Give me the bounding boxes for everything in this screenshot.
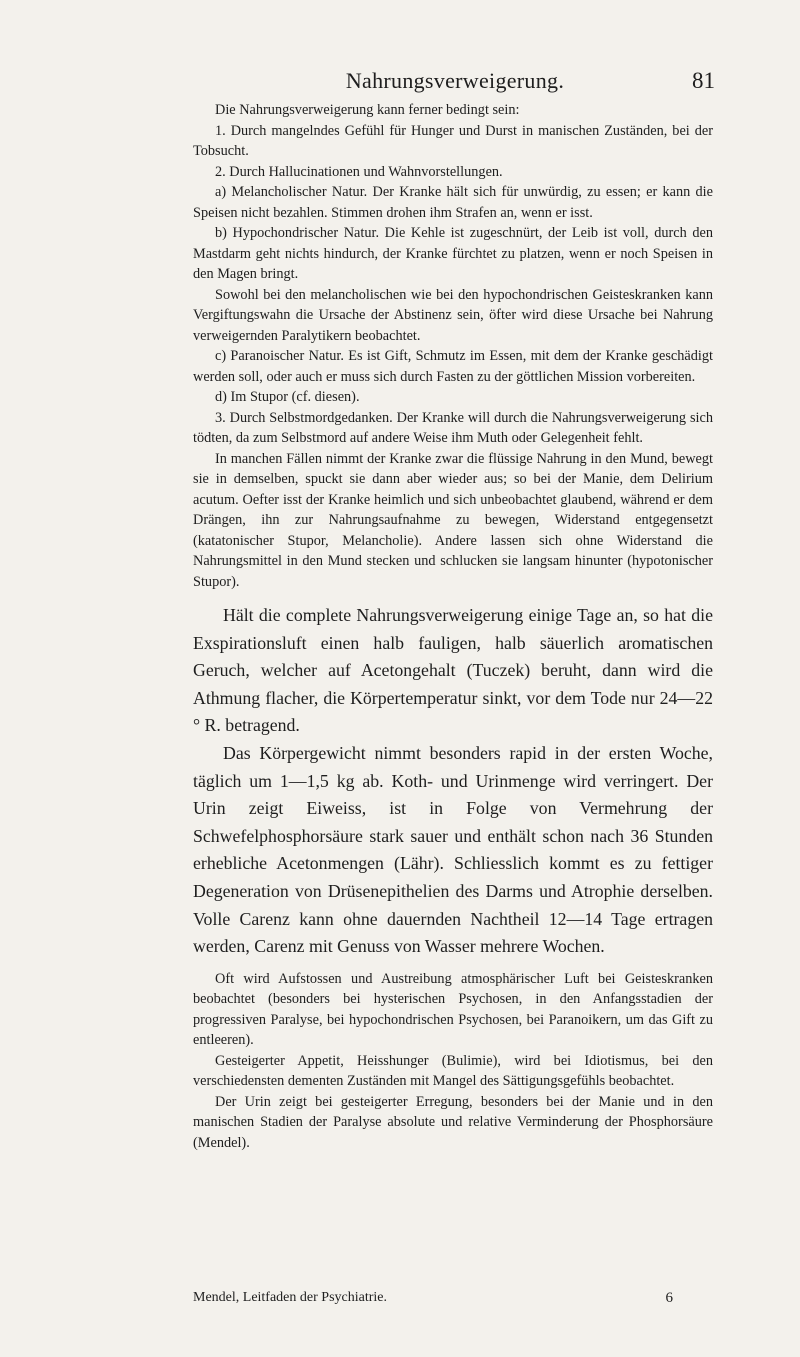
- running-title: Nahrungsverweigerung.: [345, 68, 565, 93]
- page-footer: [193, 1290, 713, 1312]
- exspiration-paragraph: Hält die complete Nahrungsverweigerung einige Tage an, so hat die Exspirationsluft einen halb fauligen, halb säuerlich aromatischen Geruch, welcher auf Acetongehalt (Tuczek) beruht, dann wird die Athmung flacher, die Körpertemperatur sinkt, vor dem Tode nur 24—22 ° R. betragend.: [193, 605, 713, 736]
- urin-paragraph: Der Urin zeigt bei gesteigerter Erregung, besonders bei der Manie und in den manischen Stadien der Paralyse absolute und relative Verminderung der Phosphorsäure (Mendel).: [193, 1093, 713, 1151]
- cause-2a-paragraph: a) Melancholischer Natur. Der Kranke hält sich für unwürdig, zu essen; er kann die Speisen nicht bezahlen. Stimmen drohen ihm Strafen an, wenn er isst.: [193, 184, 713, 221]
- small-print-section-1: [193, 100, 713, 592]
- page-number: 81: [692, 68, 715, 93]
- cause-2c-paragraph: c) Paranoischer Natur. Es ist Gift, Schmutz im Essen, mit dem der Kranke geschädigt werden soll, oder auch er muss sich durch Fasten zu der göttlichen Mission vorbereiten.: [193, 348, 713, 385]
- intro-line: Die Nahrungsverweigerung kann ferner bedingt sein:: [215, 102, 520, 118]
- footer-source: Mendel, Leitfaden der Psychiatrie.: [193, 1290, 387, 1305]
- aufstossen-paragraph: Oft wird Aufstossen und Austreibung atmosphärischer Luft bei Geisteskranken beobachtet (besonders bei hysterischen Psychosen, in den Anfangsstadien der progressiven Paralyse, bei hypochondrischen Psychosen, bei Paranoikern, um das Gift zu entleeren).: [193, 970, 713, 1049]
- cause-2-paragraph: 2. Durch Hallucinationen und Wahnvorstellungen.: [215, 163, 503, 180]
- large-print-section: [193, 602, 713, 961]
- cause-2d-paragraph: d) Im Stupor (cf. diesen).: [215, 389, 360, 405]
- footer-signature: 6: [665, 1290, 673, 1306]
- page-body: [193, 100, 713, 1153]
- body-weight-paragraph: Das Körpergewicht nimmt besonders rapid in der ersten Woche, täglich um 1—1,5 kg ab. Koth- und Urinmenge wird verringert. Der Urin zeigt Eiweiss, ist in Folge von Vermehrung der Schwefelphosphorsäure stark sauer und enthält schon nach 36 Stunden erhebliche Acetonmengen (Lähr). Schliesslich kommt es zu fettiger Degeneration von Drüsenepithelien des Darms und Atrophie derselben. Volle Carenz kann ohne dauernden Nachtheil 12—14 Tage ertragen werden, Carenz mit Genuss von Wasser mehrere Wochen.: [193, 742, 713, 957]
- vergiftungswahn-paragraph: Sowohl bei den melancholischen wie bei den hypochondrischen Geisteskranken kann Vergiftungswahn die Ursache der Abstinenz sein, öfter wird diese Ursache bei Nahrung verweigernden Paralytikern beobachtet.: [193, 286, 713, 344]
- cause-2b-paragraph: b) Hypochondrischer Natur. Die Kehle ist zugeschnürt, der Leib ist voll, durch den Mastdarm geht nichts hindurch, der Kranke fürchtet zu platzen, wenn er noch Speisen in den Magen bringt.: [193, 225, 713, 282]
- running-header: [195, 68, 715, 100]
- small-print-section-2: [193, 969, 713, 1154]
- cause-3-paragraph: 3. Durch Selbstmordgedanken. Der Kranke will durch die Nahrungsverweigerung sich tödten, da zum Selbstmord auf andere Weise ihm Muth oder Gelegenheit fehlt.: [193, 409, 713, 446]
- bulimie-paragraph: Gesteigerter Appetit, Heisshunger (Bulimie), wird bei Idiotismus, bei den verschiedensten dementen Zuständen mit Mangel des Sättigungsgefühls beobachtet.: [193, 1052, 713, 1090]
- cause-1-paragraph: 1. Durch mangelndes Gefühl für Hunger und Durst in manischen Zuständen, bei der Tobsucht.: [193, 122, 713, 159]
- fluid-intake-paragraph: In manchen Fällen nimmt der Kranke zwar die flüssige Nahrung in den Mund, bewegt sie in demselben, spuckt sie dann aber wieder aus; so bei der Manie, dem Delirium acutum. Oefter isst der Kranke heimlich und sich unbeobachtet glaubend, während er dem Drängen, ihn zur Nahrungsaufnahme zu bewegen, Widerstand entgegensetzt (katatonischer Stupor, Melancholie). Andere lassen sich ohne Widerstand die Nahrungsmittel in den Mund stecken und schlucken sie langsam hinunter (hypotonischer Stupor).: [193, 450, 713, 590]
